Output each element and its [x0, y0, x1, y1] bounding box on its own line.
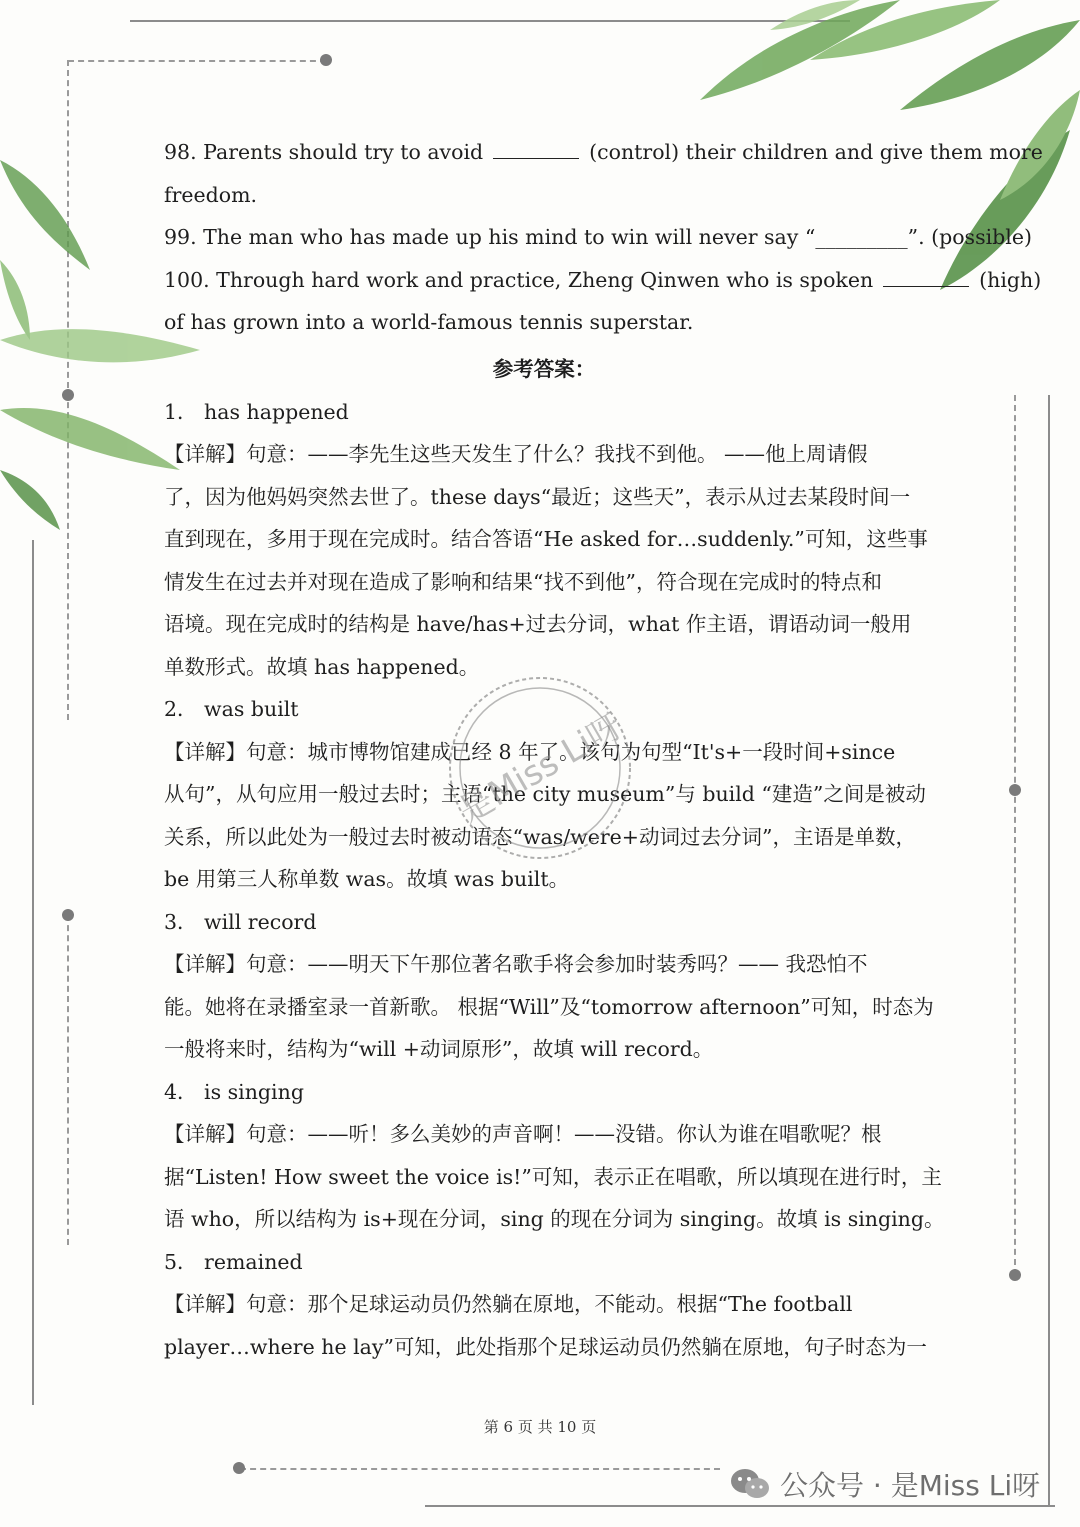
answer-4-detail-2: 据“Listen! How sweet the voice is!”可知，表示正在唱歌，所以填现在进行时，主	[164, 1165, 942, 1189]
answers-title: 参考答案：	[492, 357, 596, 381]
q100-text-b: (high)	[979, 268, 1042, 292]
stamp-text: 是Miss Li呀	[451, 706, 630, 832]
answer-1-detail-4: 情发生在过去并对现在造成了影响和结果“找不到他”，符合现在完成时的特点和	[164, 570, 882, 594]
frame-dot	[62, 909, 74, 921]
frame-right-solid	[1048, 395, 1050, 1505]
frame-left-dash-2	[67, 915, 69, 1245]
frame-dot	[233, 1462, 245, 1474]
answer-blank	[883, 268, 969, 287]
watermark-stamp	[440, 668, 640, 868]
question-98-line-1	[164, 140, 1043, 164]
frame-dot	[1009, 784, 1021, 796]
question-100-line-2: of has grown into a world-famous tennis superstar.	[164, 310, 694, 334]
page-number: 第 6 页 共 10 页	[483, 1418, 597, 1436]
wechat-icon	[730, 1467, 770, 1501]
answer-3-head: 3． will record	[164, 910, 317, 934]
q98-text-b: (control) their children and give them more	[589, 140, 1043, 164]
answer-4-detail-1: 【详解】句意：——听！多么美妙的声音啊！——没错。你认为谁在唱歌呢？根	[164, 1122, 882, 1146]
frame-bottom-dash	[240, 1468, 720, 1470]
question-99: 99. The man who has made up his mind to win will never say “_________”. (possible)	[164, 225, 1032, 249]
q100-text-a: 100. Through hard work and practice, Zheng Qinwen who is spoken	[164, 268, 874, 292]
answer-1-detail-5: 语境。现在完成时的结构是 have/has+过去分词，what 作主语，谓语动词一般用	[164, 612, 912, 636]
answer-5-head: 5． remained	[164, 1250, 303, 1274]
frame-top-dash	[68, 60, 326, 62]
answer-1-detail-2: 了，因为他妈妈突然去世了。these days“最近；这些天”，表示从过去某段时间一	[164, 485, 911, 509]
answer-3-detail-2: 能。她将在录播室录一首新歌。 根据“Will”及“tomorrow afternoon”可知，时态为	[164, 995, 934, 1019]
answer-4-detail-3: 语 who，所以结构为 is+现在分词，sing 的现在分词为 singing。故填 is singing。	[164, 1207, 945, 1231]
answer-4-head: 4． is singing	[164, 1080, 304, 1104]
question-100-line-1	[164, 268, 1041, 292]
frame-right-dash	[1014, 395, 1016, 1275]
answer-2-detail-3: 关系，所以此处为一般过去时被动语态“was/were+动词过去分词”，主语是单数，	[164, 825, 916, 849]
answer-3-detail-3: 一般将来时，结构为“will +动词原形”，故填 will record。	[164, 1037, 714, 1061]
frame-dot	[1009, 1269, 1021, 1281]
answer-2-detail-2: 从句”，从句应用一般过去时；主语“the city museum”与 build “建造”之间是被动	[164, 782, 926, 806]
wechat-account-badge	[730, 1464, 1040, 1504]
question-98-line-2: freedom.	[164, 183, 258, 207]
answer-5-detail-2: player…where he lay”可知，此处指那个足球运动员仍然躺在原地，句子时态为一	[164, 1335, 927, 1359]
answer-2-detail-1: 【详解】句意：城市博物馆建成已经 8 年了。该句为句型“It's+一段时间+since	[164, 740, 896, 764]
q98-text-a: 98. Parents should try to avoid	[164, 140, 484, 164]
answer-blank	[493, 140, 579, 159]
answer-2-head: 2． was built	[164, 697, 299, 721]
answer-2-detail-4: be 用第三人称单数 was。故填 was built。	[164, 867, 570, 891]
bottom-rule	[425, 1505, 1055, 1507]
frame-left-solid	[32, 540, 34, 1405]
answer-1-detail-6: 单数形式。故填 has happened。	[164, 655, 480, 679]
answer-5-detail-1: 【详解】句意：那个足球运动员仍然躺在原地，不能动。根据“The football	[164, 1292, 853, 1316]
answer-3-detail-1: 【详解】句意：——明天下午那位著名歌手将会参加时装秀吗？—— 我恐怕不	[164, 952, 868, 976]
frame-dot	[320, 54, 332, 66]
wechat-account-label: 公众号 · 是Miss Li呀	[780, 1469, 1041, 1502]
answer-1-detail-3: 直到现在，多用于现在完成时。结合答语“He asked for…suddenly.”可知，这些事	[164, 527, 928, 551]
answer-1-head: 1． has happened	[164, 400, 349, 424]
answer-1-detail-1: 【详解】句意：——李先生这些天发生了什么？我找不到他。 ——他上周请假	[164, 442, 868, 466]
